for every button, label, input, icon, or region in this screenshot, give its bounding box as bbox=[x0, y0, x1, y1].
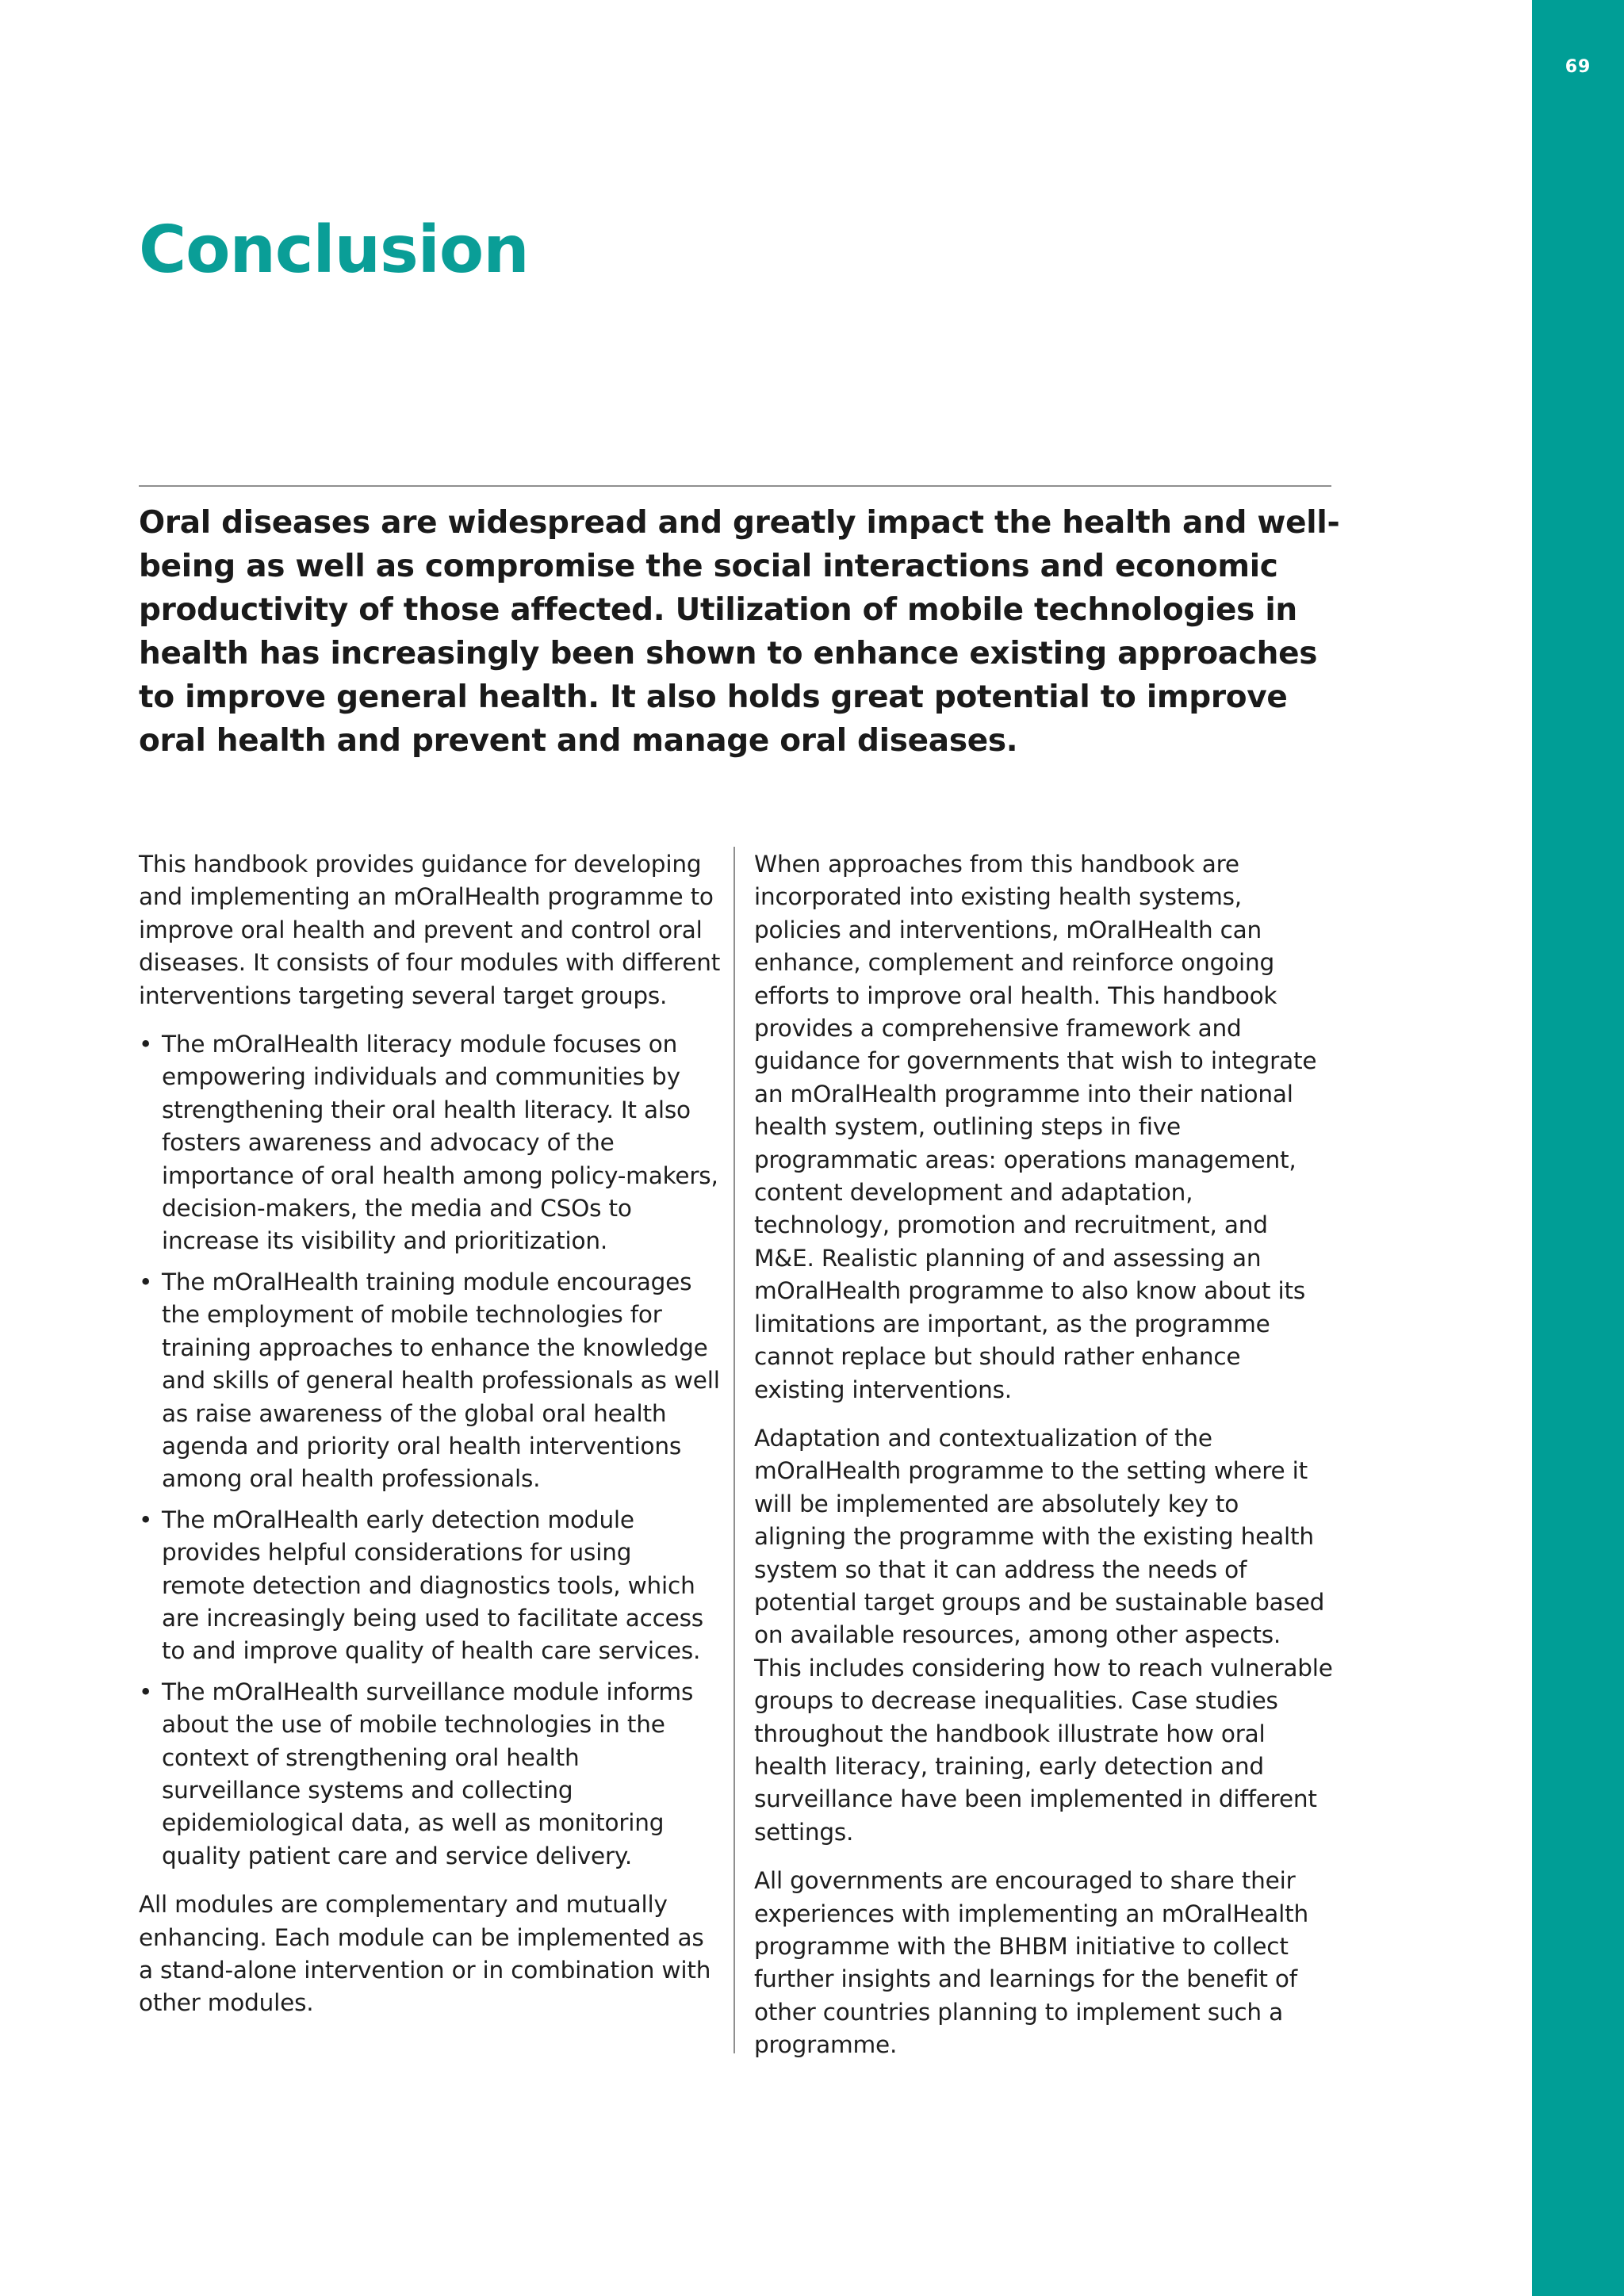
module-list-item-literacy bbox=[139, 1028, 722, 1258]
module-list-item-early-detection bbox=[139, 1504, 722, 1668]
right-paragraph-1: When approaches from this handbook are incorporated into existing health systems, policies and interventions, mOralHealth can enhance, complement and reinforce ongoing efforts to improve oral health. This handbook provides a comprehensive framework and guidance for governments that wish to integrate an mOralHealth programme into their national health system, outlining steps in five programmatic areas: operations management, content development and adaptation, technology, promotion and recruitment, and M&E. Realistic planning of and assessing an mOralHealth programme to also know about its limitations are important, as the programme cannot replace but should rather enhance existing interventions. bbox=[754, 851, 1317, 1403]
module-list-item-training bbox=[139, 1266, 722, 1496]
module-list bbox=[139, 1028, 722, 1873]
left-paragraph-2: All modules are complementary and mutually enhancing. Each module can be implemented as a stand-alone intervention or in combination with other modules. bbox=[139, 1891, 711, 2017]
right-paragraph-3: All governments are encouraged to share their experiences with implementing an mOralHealth programme with the BHBM initiative to collect further insights and learnings for the benefit of other countries planning to implement such a programme. bbox=[754, 1867, 1308, 2059]
module-list-item-text: The mOralHealth literacy module focuses on empowering individuals and communities by strengthening their oral health literacy. It also fosters awareness and advocacy of the importance of oral health among policy-makers, decision-makers, the media and CSOs to increase its visibility and prioritization. bbox=[162, 1031, 718, 1255]
right-column bbox=[754, 848, 1333, 2078]
page-number: 69 bbox=[1565, 57, 1591, 77]
side-accent-band bbox=[1532, 0, 1624, 2296]
intro-paragraph: Oral diseases are widespread and greatly impact the health and well-being as well as compromise the social interactions and economic productivity of those affected. Utilization of mobile technologies in health has increasingly been shown to enhance existing approaches to improve general health. It also holds great potential to improve oral health and prevent and manage oral diseases. bbox=[139, 505, 1340, 759]
module-list-item-text: The mOralHealth training module encourages the employment of mobile technologies for training approaches to enhance the knowledge and skills of general health professionals as well as raise awareness of the global oral health agenda and priority oral health interventions among oral health professionals. bbox=[162, 1268, 720, 1493]
bullet-marker: • bbox=[139, 1506, 153, 1533]
module-list-item-text: The mOralHealth early detection module provides helpful considerations for using remote detection and diagnostics tools, which are increasingly being used to facilitate access to and improve quality of health care services. bbox=[162, 1506, 703, 1665]
right-paragraph-2: Adaptation and contextualization of the mOralHealth programme to the setting where it will be implemented are absolutely key to aligning the programme with the existing health system so that it can address the needs of potential target groups and be sustainable based on available resources, among other aspects. This includes considering how to reach vulnerable groups to decrease inequalities. Case studies throughout the handbook illustrate how oral health literacy, training, early detection and surveillance have been implemented in different settings. bbox=[754, 1424, 1333, 1846]
page-title: Conclusion bbox=[139, 212, 529, 288]
bullet-marker: • bbox=[139, 1268, 153, 1295]
left-paragraph-1: This handbook provides guidance for developing and implementing an mOralHealth programme to improve oral health and prevent and control oral diseases. It consists of four modules with different interventions targeting several target groups. bbox=[139, 851, 721, 1009]
column-divider bbox=[733, 847, 735, 2053]
module-list-item-surveillance bbox=[139, 1676, 722, 1873]
left-column bbox=[139, 848, 722, 2036]
bullet-marker: • bbox=[139, 1031, 153, 1058]
section-divider-rule bbox=[139, 485, 1331, 487]
module-list-item-text: The mOralHealth surveillance module informs about the use of mobile technologies in the context of strengthening oral health surveillance systems and collecting epidemiological data, as well as monitoring quality patient care and service delivery. bbox=[162, 1678, 694, 1869]
bullet-marker: • bbox=[139, 1678, 153, 1705]
